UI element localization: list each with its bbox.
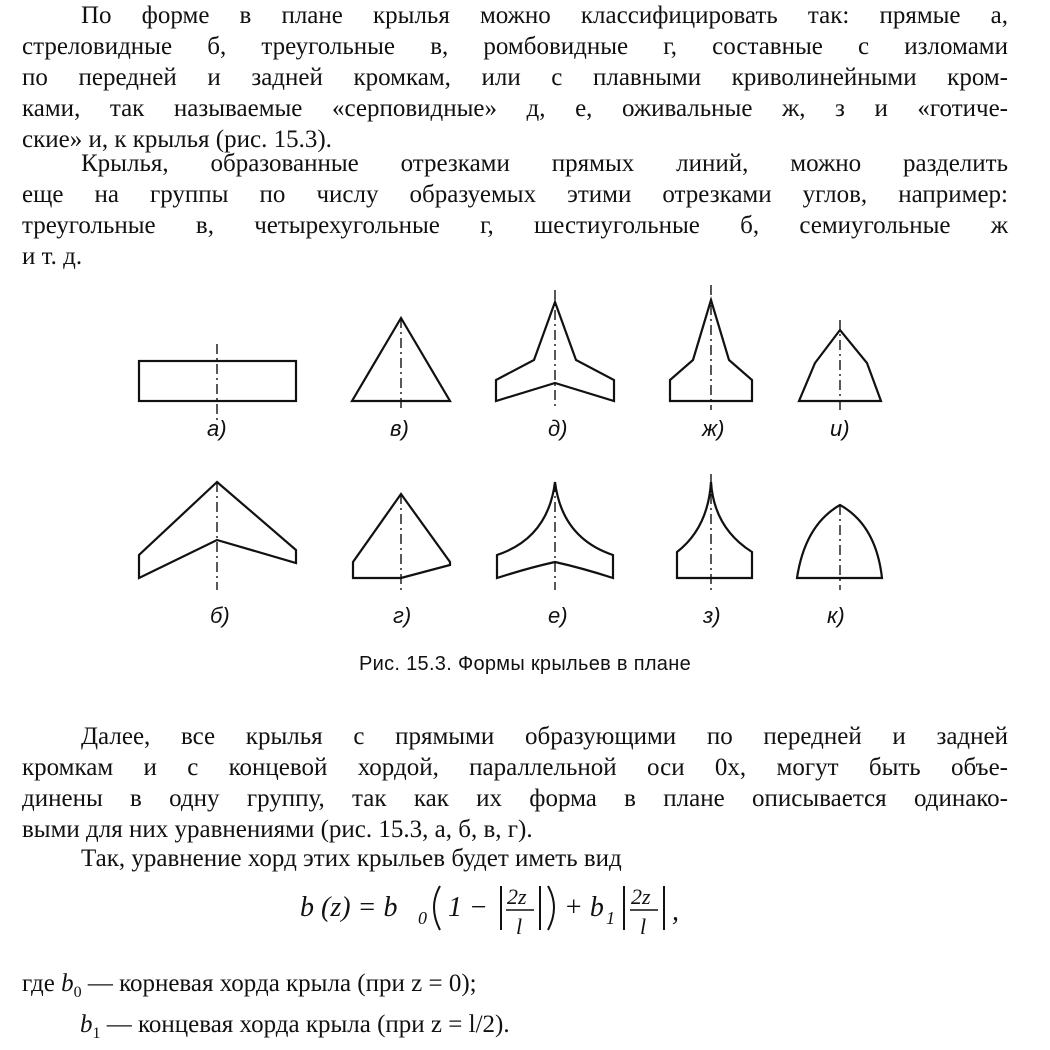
label-i: и): [830, 416, 850, 441]
definition-b0: [22, 968, 510, 1009]
chord-equation: [300, 872, 760, 942]
text-line: выми для них уравнениями (рис. 15.3, а, б, в, г).: [22, 816, 533, 843]
label-v: в): [390, 416, 409, 441]
label-a: а): [207, 416, 227, 441]
label-e: е): [548, 603, 568, 628]
eq-frac-num-2: 2z: [631, 884, 651, 909]
eq-frac-num: 2z: [507, 884, 527, 909]
text-line: кромкам и с концевой хордой, параллельной оси 0x, могут быть объе-: [22, 754, 1008, 781]
text-line: ские» и, к крылья (рис. 15.3).: [22, 126, 332, 153]
wing-compound-d: [496, 290, 614, 410]
wing-sickle-e: [497, 482, 613, 590]
paragraph-4: [22, 843, 1008, 874]
label-b: б): [210, 603, 230, 628]
text-line: треугольные в, четырехугольные г, шестиугольные б, семиугольные ж: [22, 212, 1008, 239]
label-g: г): [393, 603, 412, 628]
text-line: еще на группы по числу образуемых этими отрезками углов, например:: [22, 181, 1008, 208]
eq-plus-b: + b: [564, 892, 604, 923]
text-line: Крылья, образованные отрезками прямых линий, можно разделить: [81, 150, 1008, 177]
wing-ogival-zh: [670, 285, 752, 410]
eq-frac-den-2: l: [640, 914, 647, 939]
eq-frac-den: l: [516, 914, 523, 939]
paragraph-2: [22, 148, 1008, 272]
b0-text: — корневая хорда крыла (при z = 0);: [87, 970, 477, 997]
wing-triangular-v: [352, 318, 450, 410]
label-k: к): [827, 603, 845, 628]
definitions-list: [22, 968, 510, 1050]
eq-sub1: 1: [606, 908, 615, 928]
wing-gothic-curved-k: [797, 505, 882, 590]
label-d: д): [548, 416, 568, 441]
wing-gothic-i: [799, 320, 881, 410]
b1-text: — концевая хорда крыла (при z = l/2).: [106, 1011, 510, 1038]
text-line: по передней и задней кромкам, или с плавными криволинейными кром-: [22, 64, 1008, 91]
b0-sub: 0: [73, 984, 82, 1001]
wing-rhomboid-g: [353, 494, 450, 590]
eq-one-minus: 1 −: [448, 892, 488, 923]
eq-lhs: b (z) = b: [300, 892, 398, 923]
where-word: где: [22, 970, 55, 997]
wing-shapes-figure: [0, 270, 1050, 670]
b1-sub: 1: [92, 1025, 101, 1042]
eq-trail: ,: [672, 896, 679, 927]
text-line: По форме в плане крылья можно классифицировать так: прямые а,: [81, 2, 1008, 29]
text-line: Далее, все крылья с прямыми образующими по передней и задней: [81, 723, 1008, 750]
text-line: динены в одну группу, так как их форма в плане описывается одинако-: [22, 785, 1008, 812]
text-line: ками, так называемые «серповидные» д, е, оживальные ж, з и «готиче-: [22, 95, 1008, 122]
wing-ogival-curved-z: [677, 474, 752, 590]
figure-caption: Рис. 15.3. Формы крыльев в плане: [358, 653, 691, 675]
wing-straight-a: [139, 344, 296, 420]
paragraph-1: [22, 0, 1008, 155]
label-z: з): [703, 603, 721, 628]
text-line: Так, уравнение хорд этих крыльев будет иметь вид: [81, 845, 622, 872]
eq-sub0: 0: [418, 908, 427, 928]
label-zh: ж): [702, 416, 725, 441]
text-line: и т. д.: [22, 243, 83, 270]
text-line: стреловидные б, треугольные в, ромбовидные г, составные с изломами: [22, 33, 1008, 60]
b1-symbol: b: [80, 1011, 93, 1038]
paragraph-3: [22, 721, 1008, 845]
wing-swept-b: [139, 482, 296, 590]
b0-symbol: b: [61, 970, 74, 997]
